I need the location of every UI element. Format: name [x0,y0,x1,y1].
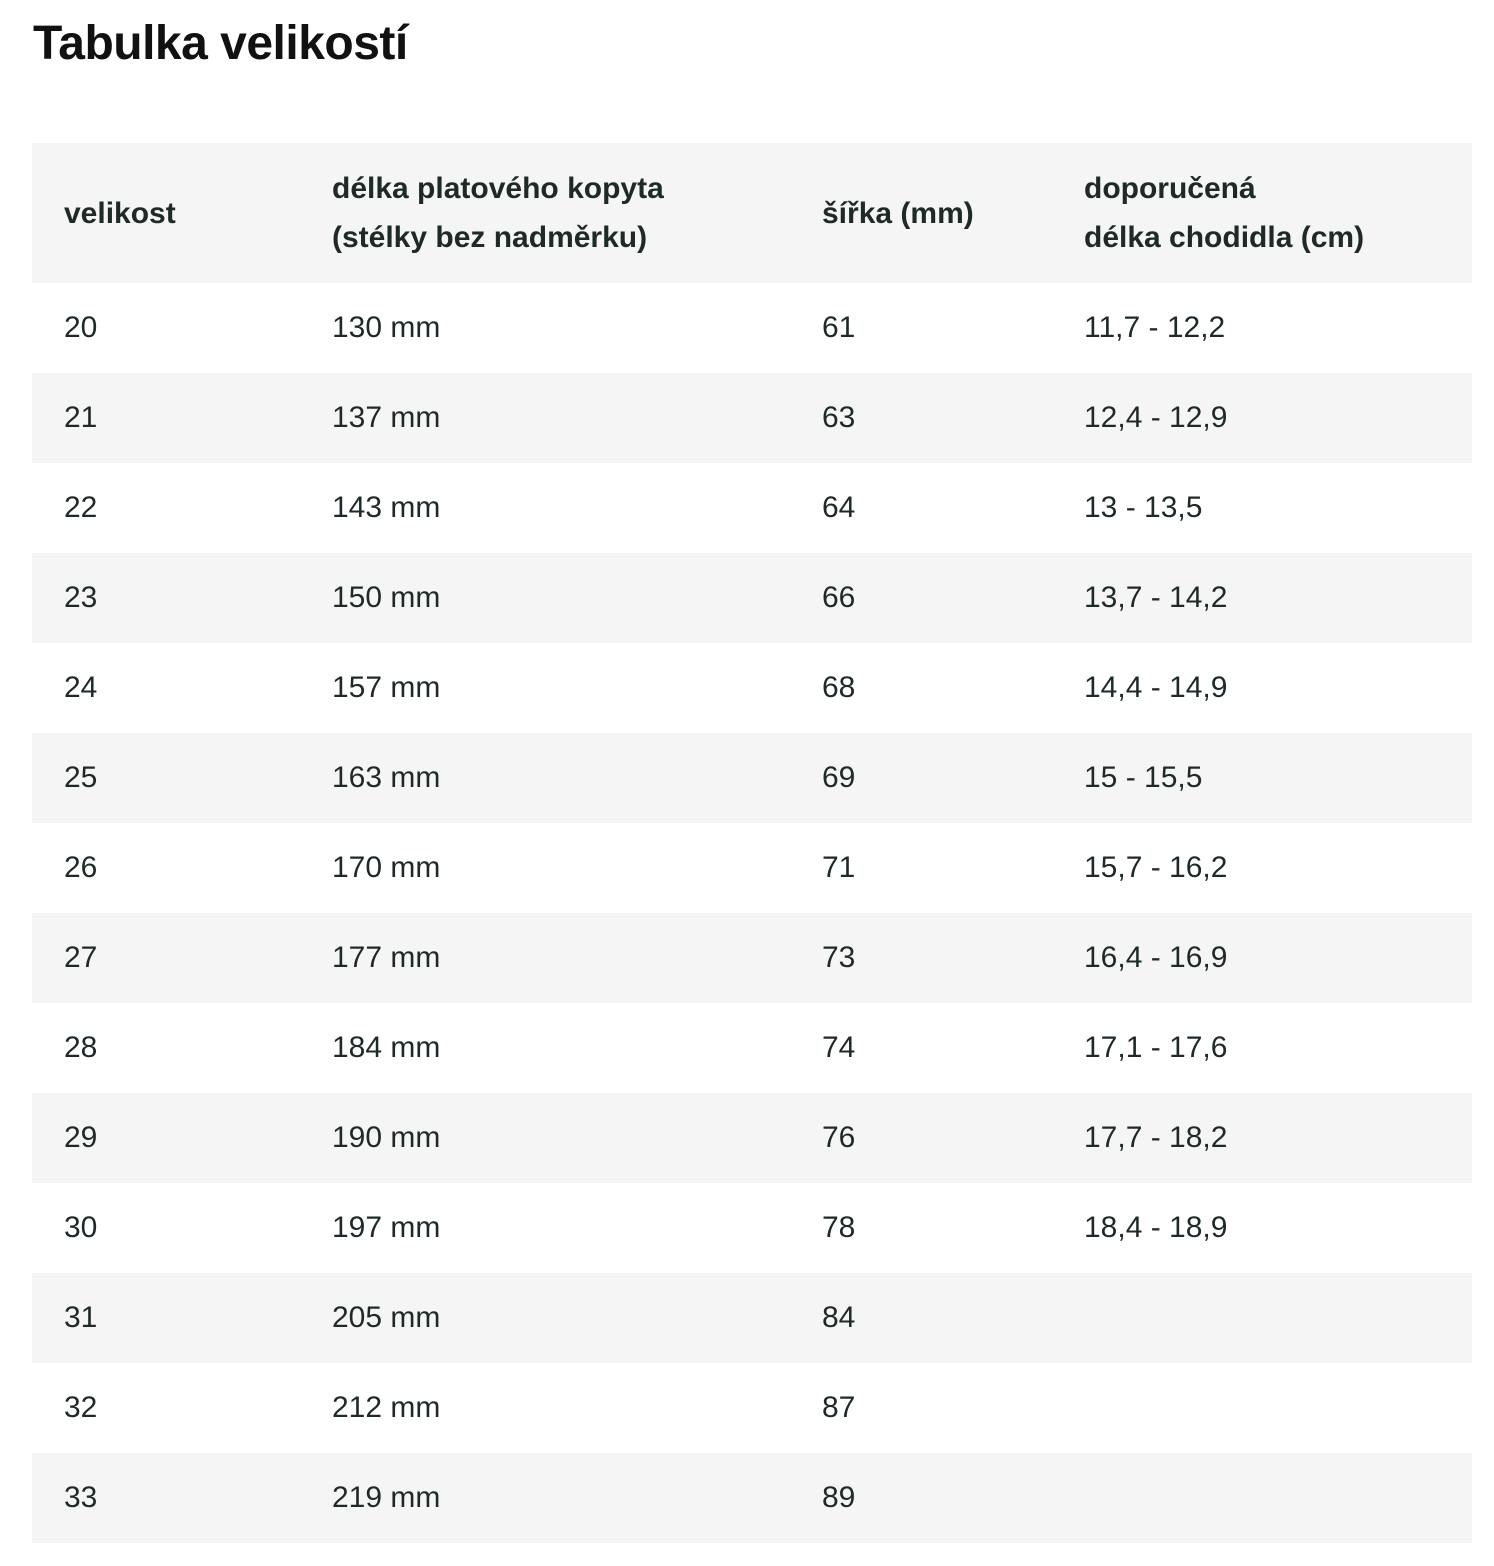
table-row [32,643,1472,733]
cell-foot-length: 13,7 - 14,2 [1084,581,1228,614]
cell-width: 66 [822,581,856,614]
cell-size: 20 [64,311,98,344]
cell-foot-length: 17,7 - 18,2 [1084,1121,1228,1154]
cell-width: 89 [822,1481,856,1514]
header-insole-length-line2: (stélky bez nadměrku) [332,221,648,254]
table-body [32,283,1472,1543]
cell-size: 29 [64,1121,98,1154]
cell-size: 23 [64,581,98,614]
table-row [32,733,1472,823]
cell-length: 197 mm [332,1211,441,1244]
cell-size: 30 [64,1211,98,1244]
cell-width: 84 [822,1301,856,1334]
cell-length: 190 mm [332,1121,441,1154]
header-foot-length-line1: doporučená [1084,172,1256,205]
cell-foot-length [1052,1273,1472,1363]
cell-size: 26 [64,851,98,884]
cell-size: 25 [64,761,98,794]
cell-length: 163 mm [332,761,441,794]
cell-foot-length [1052,1453,1472,1543]
table-header-row [32,143,1472,283]
header-insole-length [300,143,790,283]
cell-length: 130 mm [332,311,441,344]
table-row [32,913,1472,1003]
header-size: velikost [64,196,176,230]
table-row [32,553,1472,643]
cell-width: 61 [822,311,856,344]
cell-width: 63 [822,401,856,434]
cell-length: 212 mm [332,1391,441,1424]
table-row [32,823,1472,913]
header-width: šířka (mm) [822,196,974,230]
cell-length: 137 mm [332,401,441,434]
cell-size: 32 [64,1391,98,1424]
cell-length: 205 mm [332,1301,441,1334]
table-row [32,1363,1472,1453]
cell-foot-length: 18,4 - 18,9 [1084,1211,1228,1244]
page-title: Tabulka velikostí [33,17,408,70]
cell-foot-length: 15 - 15,5 [1084,761,1203,794]
cell-width: 71 [822,851,856,884]
cell-foot-length: 13 - 13,5 [1084,491,1203,524]
cell-length: 170 mm [332,851,441,884]
table-row [32,1453,1472,1543]
cell-width: 64 [822,491,856,524]
table-row [32,1003,1472,1093]
table-row [32,463,1472,553]
cell-foot-length: 14,4 - 14,9 [1084,671,1228,704]
cell-size: 28 [64,1031,98,1064]
cell-width: 78 [822,1211,856,1244]
cell-length: 219 mm [332,1481,441,1514]
cell-size: 31 [64,1301,98,1334]
cell-foot-length: 12,4 - 12,9 [1084,401,1228,434]
cell-foot-length: 11,7 - 12,2 [1084,311,1226,344]
table-row [32,1183,1472,1273]
table-row [32,373,1472,463]
cell-size: 21 [64,401,98,434]
cell-length: 184 mm [332,1031,441,1064]
cell-size: 24 [64,671,98,704]
header-foot-length-line2: délka chodidla (cm) [1084,221,1365,254]
cell-length: 150 mm [332,581,441,614]
header-insole-length-line1: délka platového kopyta [332,172,664,205]
cell-width: 74 [822,1031,856,1064]
cell-width: 73 [822,941,856,974]
cell-foot-length: 17,1 - 17,6 [1084,1031,1228,1064]
cell-size: 22 [64,491,98,524]
cell-width: 68 [822,671,856,704]
table-row [32,1093,1472,1183]
cell-width: 76 [822,1121,856,1154]
cell-width: 87 [822,1391,856,1424]
cell-length: 157 mm [332,671,441,704]
table-row [32,1273,1472,1363]
table-row [32,283,1472,373]
cell-size: 33 [64,1481,98,1514]
cell-foot-length: 15,7 - 16,2 [1084,851,1228,884]
header-foot-length [1052,143,1472,283]
cell-width: 69 [822,761,856,794]
cell-length: 177 mm [332,941,441,974]
cell-foot-length: 16,4 - 16,9 [1084,941,1228,974]
cell-foot-length [1052,1363,1472,1453]
size-table [32,143,1472,1543]
cell-size: 27 [64,941,98,974]
cell-length: 143 mm [332,491,441,524]
